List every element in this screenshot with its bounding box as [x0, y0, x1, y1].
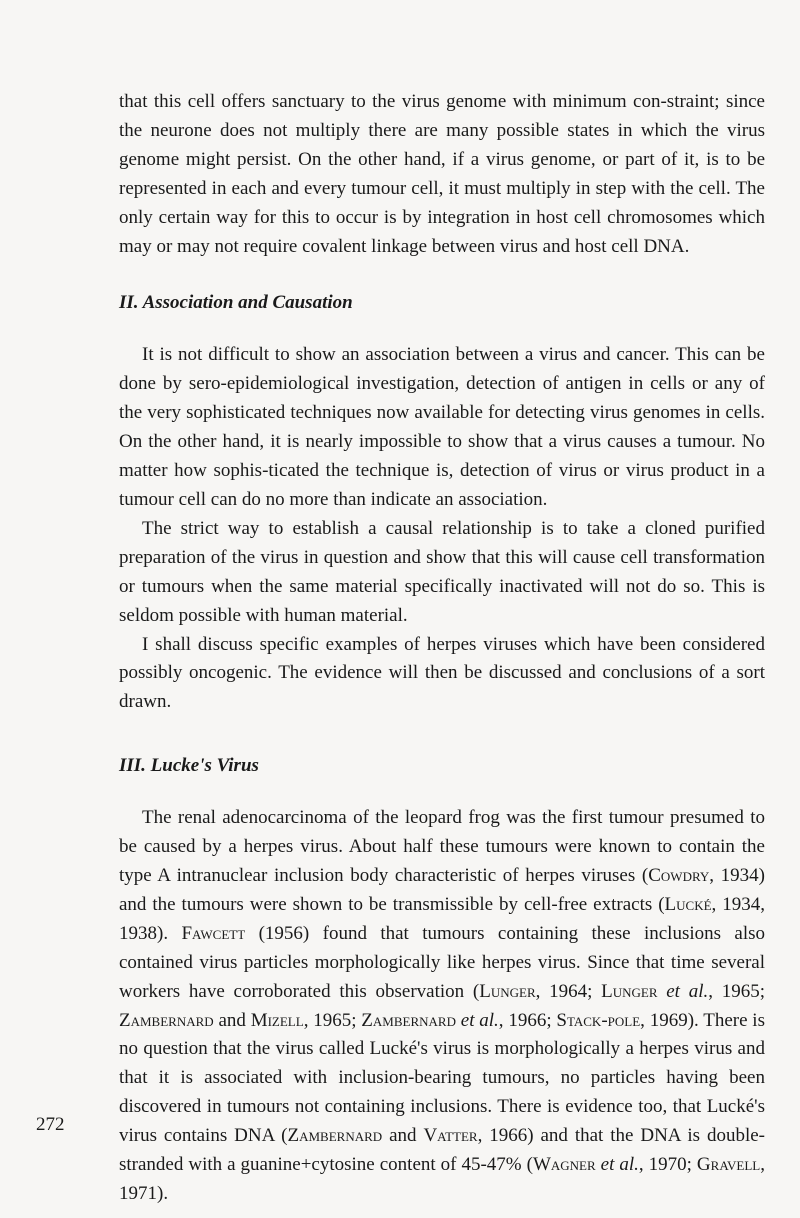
page-number: 272	[36, 1114, 65, 1135]
citation-author: Mizell	[250, 1009, 304, 1031]
citation-author: Fawcett	[181, 922, 246, 944]
section-heading-association: II. Association and Causation	[119, 292, 353, 314]
citation-author: Lucké	[664, 893, 712, 915]
citation-author: Vatter	[423, 1125, 478, 1147]
citation-author: Lunger	[479, 980, 536, 1002]
text-run: and	[382, 1125, 424, 1147]
et-al: et al.	[455, 1009, 499, 1031]
citation-author: Gravell	[696, 1154, 761, 1176]
text-run: , 1966) and that the DNA is double-stranded with a guanine+cytosine content of 45-47% (	[119, 1125, 766, 1176]
text-run: , 1965;	[303, 1009, 362, 1031]
citation-author: Lunger	[601, 980, 658, 1002]
text-column	[119, 88, 765, 1209]
text-run: (1956) found that tumours containing these inclusions also contained virus particles morphologically like herpes virus. Since that time several workers have corroborated this observation (	[119, 922, 766, 1002]
citation-author: Cowdry	[648, 865, 710, 887]
et-al: et al.	[657, 980, 709, 1002]
citation-author: Zambernard	[361, 1009, 456, 1031]
text-run: and	[213, 1009, 251, 1031]
paragraph: It is not difficult to show an association between a virus and cancer. This can be done by sero-epidemiological investigation, detection of antigen in cells or any of the very sophisticated techniques now available for detecting virus genomes in cells. On the other hand, it is nearly impossible to show that a virus causes a tumour. No matter how sophis-ticated the technique is, detection of virus or virus product in a tumour cell can do no more than indicate an association.	[119, 344, 765, 510]
text-run: , 1934) and the tumours were shown to be transmissible by cell-free extracts (	[119, 865, 766, 915]
section-heading-luckes-virus: III. Lucke's Virus	[119, 755, 259, 777]
citation-author: Zambernard	[287, 1125, 383, 1147]
text-run: , 1934, 1938).	[119, 893, 765, 944]
text-run: The renal adenocarcinoma of the leopard frog was the first tumour presumed to be caused by a herpes virus. About half these tumours were known to contain the type A intranuclear inclusion body characteristic of herpes viruses (	[119, 807, 765, 887]
paragraph-luckes-virus	[119, 804, 765, 1209]
et-al: et al.	[595, 1154, 639, 1176]
paragraph: I shall discuss specific examples of herpes viruses which have been considered possibly oncogenic. The evidence will then be discussed and conclusions of a sort drawn.	[119, 633, 765, 713]
citation-author: Stack-pole	[556, 1009, 641, 1031]
text-run: , 1965;	[708, 980, 765, 1002]
text-run: , 1966;	[498, 1009, 557, 1031]
text-run: , 1969). There is no question that the virus called Lucké's virus is morphologically a herpes virus and that it is associated with inclusion-bearing tumours, no particles having been discovered in tumours not containing inclusions. There is evidence too, that Lucké's virus contains DNA (	[119, 1009, 765, 1147]
text-run: , 1964;	[535, 980, 602, 1002]
paragraph: The strict way to establish a causal relationship is to take a cloned purified preparation of the virus in question and show that this will cause cell transformation or tumours when the same material specifically inactivated will not do so. This is seldom possible with human material.	[119, 517, 765, 626]
intro-paragraph: that this cell offers sanctuary to the virus genome with minimum con-straint; since the neurone does not multiply there are many possible states in which the virus genome might persist. On the other hand, if a virus genome, or part of it, is to be represented in each and every tumour cell, it must multiply in step with the cell. The only certain way for this to occur is by integration in host cell chromosomes which may or may not require covalent linkage between virus and host cell DNA.	[119, 91, 765, 257]
citation-author: Wagner	[532, 1154, 596, 1176]
text-run: , 1970;	[638, 1154, 697, 1176]
text-run: , 1971).	[119, 1154, 765, 1204]
citation-author: Zambernard	[119, 1009, 214, 1031]
